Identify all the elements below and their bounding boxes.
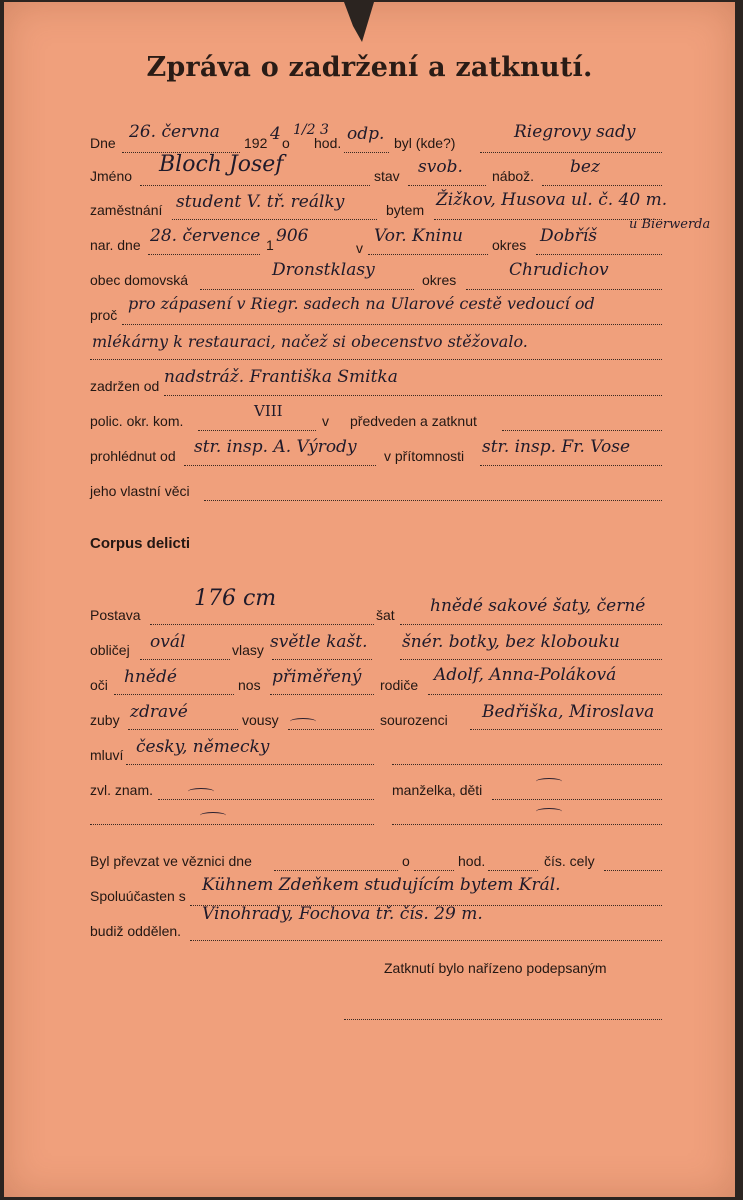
year-value: 4 [270, 124, 281, 144]
sourozenci-line [470, 729, 662, 730]
vlasy-line [272, 659, 372, 660]
obec-okres-line [466, 289, 662, 290]
budiz-value: Vinohrady, Fochova tř. čís. 29 m. [202, 904, 483, 924]
nar-dne-value: 28. července [150, 226, 261, 246]
zuby-value: zdravé [130, 702, 188, 722]
zvl-znam-label: zvl. znam. [90, 782, 154, 798]
proc-line-2 [90, 359, 662, 360]
sat-label: šat [376, 607, 395, 623]
nos-label: nos [238, 677, 261, 693]
hour-prefix-label: o [282, 135, 290, 151]
signature-line [344, 1019, 662, 1020]
postava-value: 176 cm [194, 586, 277, 611]
blank-line-right [392, 764, 662, 765]
naboz-value: bez [570, 157, 600, 177]
vousy-value [290, 718, 316, 725]
bytem-value: Žižkov, Husova ul. č. 40 m. [436, 190, 668, 210]
obec-line [200, 289, 414, 290]
sat-line-2 [400, 659, 662, 660]
torn-edge [344, 2, 374, 42]
proc-label: proč [90, 307, 118, 323]
budiz-label: budiž oddělen. [90, 923, 182, 939]
prohlednut-value: str. insp. A. Výrody [194, 437, 357, 457]
polic-line [198, 430, 316, 431]
jmeno-label: Jméno [90, 168, 133, 184]
naboz-label: nábož. [492, 168, 535, 184]
manzelka-value [536, 778, 562, 785]
cela-line [604, 870, 662, 871]
blank-dash-left [200, 812, 226, 819]
zvl-znam-line [158, 799, 374, 800]
pritomnosti-line [480, 465, 662, 466]
vlasy-value: světle kašt. [270, 632, 368, 652]
hour-value: 1/2 3 [293, 122, 329, 138]
nar-okres-value: Dobříš [540, 226, 598, 246]
zvl-znam-value [188, 788, 214, 795]
sat-line [400, 624, 662, 625]
document-sheet [4, 2, 735, 1197]
mluvi-line [126, 764, 374, 765]
pritomnosti-label: v přítomnosti [384, 448, 465, 464]
oci-label: oči [90, 677, 108, 693]
predveden-label: předveden a zatknut [350, 413, 477, 429]
nar-v-line [368, 254, 488, 255]
veci-label: jeho vlastní věci [90, 483, 190, 499]
vlasy-label: vlasy [232, 642, 264, 658]
postava-label: Postava [90, 607, 141, 623]
zamestnani-value: student V. tř. reálky [176, 192, 345, 212]
nar-v-label: v [356, 240, 363, 256]
spoluucasten-value: Kühnem Zdeňkem studujícím bytem Král. [202, 875, 561, 895]
jmeno-line [140, 185, 370, 186]
stav-line [408, 185, 486, 186]
naboz-line [542, 185, 662, 186]
jmeno-value: Bloch Josef [159, 152, 284, 177]
sat-value: hnědé sakové šaty, černé [430, 596, 646, 616]
veci-line [204, 500, 662, 501]
sat-value-2: šnér. botky, bez klobouku [402, 632, 620, 652]
year-prefix-label: 192 [244, 135, 268, 151]
predveden-line [502, 430, 662, 431]
prevzat-hod-line [488, 870, 538, 871]
vousy-label: vousy [242, 712, 279, 728]
zadrzen-line [164, 395, 662, 396]
oblicej-label: obličej [90, 642, 130, 658]
manzelka-label: manželka, děti [392, 782, 483, 798]
prohlednut-label: prohlédnut od [90, 448, 176, 464]
oci-line [114, 694, 234, 695]
zadrzen-value: nadstráž. Františka Smitka [164, 367, 398, 387]
bytem-label: bytem [386, 202, 425, 218]
obec-value: Dronstklasy [272, 260, 375, 280]
nos-line [270, 694, 374, 695]
postava-line [150, 624, 374, 625]
proc-value: pro zápasení v Riegr. sadech na Ularové cestě vedoucí od [128, 294, 595, 313]
manzelka-line [492, 799, 662, 800]
prevzat-o-line [414, 870, 454, 871]
budiz-line [190, 940, 662, 941]
stav-label: stav [374, 168, 400, 184]
polic-v-label: v [322, 413, 329, 429]
hod-label: hod. [314, 135, 342, 151]
prevzat-line [274, 870, 398, 871]
zadrzen-label: zadržen od [90, 378, 160, 394]
sourozenci-value: Bedřiška, Miroslava [482, 702, 655, 722]
sourozenci-label: sourozenci [380, 712, 448, 728]
corpus-heading: Corpus delicti [90, 535, 191, 552]
blank-line-right-2 [392, 824, 662, 825]
oci-value: hnědé [124, 667, 177, 687]
nos-value: přiměřený [272, 667, 362, 687]
rodice-label: rodiče [380, 677, 419, 693]
bytem-extra-value: u Bierwerda [629, 217, 711, 232]
byl-kde-line [480, 152, 662, 153]
zamestnani-line [172, 219, 377, 220]
zamestnani-label: zaměstnání [90, 202, 163, 218]
hod-value: odp. [347, 124, 385, 144]
blank-line-left-2 [90, 824, 374, 825]
blank-dash-right [536, 808, 562, 815]
nar-okres-label: okres [492, 237, 527, 253]
mluvi-value: česky, německy [136, 737, 270, 757]
dne-value: 26. června [129, 122, 220, 142]
document-title: Zpráva o zadržení a zatknutí. [146, 52, 593, 83]
obec-okres-label: okres [422, 272, 457, 288]
nar-year-value: 906 [276, 226, 309, 246]
stav-value: svob. [418, 157, 463, 177]
prevzat-o-label: o [402, 853, 410, 869]
pritomnosti-value: str. insp. Fr. Vose [482, 437, 631, 457]
nar-dne-line [148, 254, 260, 255]
obec-okres-value: Chrudichov [509, 260, 609, 280]
proc-line [122, 324, 662, 325]
zuby-label: zuby [90, 712, 120, 728]
byl-kde-value: Riegrovy sady [514, 122, 636, 142]
polic-label: polic. okr. kom. [90, 413, 184, 429]
nar-v-value: Vor. Kninu [374, 226, 464, 246]
nar-dne-label: nar. dne [90, 237, 141, 253]
prevzat-label: Byl převzat ve věznici dne [90, 853, 252, 869]
cela-label: čís. cely [544, 853, 595, 869]
bytem-line [434, 219, 662, 220]
polic-value: VIII [254, 402, 283, 420]
proc-value-2: mlékárny k restauraci, načež si obecenstvo stěžovalo. [92, 332, 528, 351]
zuby-line [128, 729, 238, 730]
rodice-value: Adolf, Anna-Poláková [434, 665, 617, 685]
dne-label: Dne [90, 135, 116, 151]
oblicej-line [140, 659, 230, 660]
nar-year-prefix: 1 [266, 237, 274, 253]
prevzat-hod-label: hod. [458, 853, 486, 869]
spoluucasten-label: Spoluúčasten s [90, 888, 186, 904]
oblicej-value: ovál [150, 632, 186, 652]
vousy-line [288, 729, 374, 730]
prohlednut-line [184, 465, 376, 466]
mluvi-label: mluví [90, 747, 124, 763]
byl-kde-label: byl (kde?) [394, 135, 456, 151]
hod-line [344, 152, 389, 153]
nar-okres-line [536, 254, 662, 255]
rodice-line [428, 694, 662, 695]
zatknuti-label: Zatknutí bylo nařízeno podepsaným [384, 960, 607, 976]
obec-label: obec domovská [90, 272, 189, 288]
